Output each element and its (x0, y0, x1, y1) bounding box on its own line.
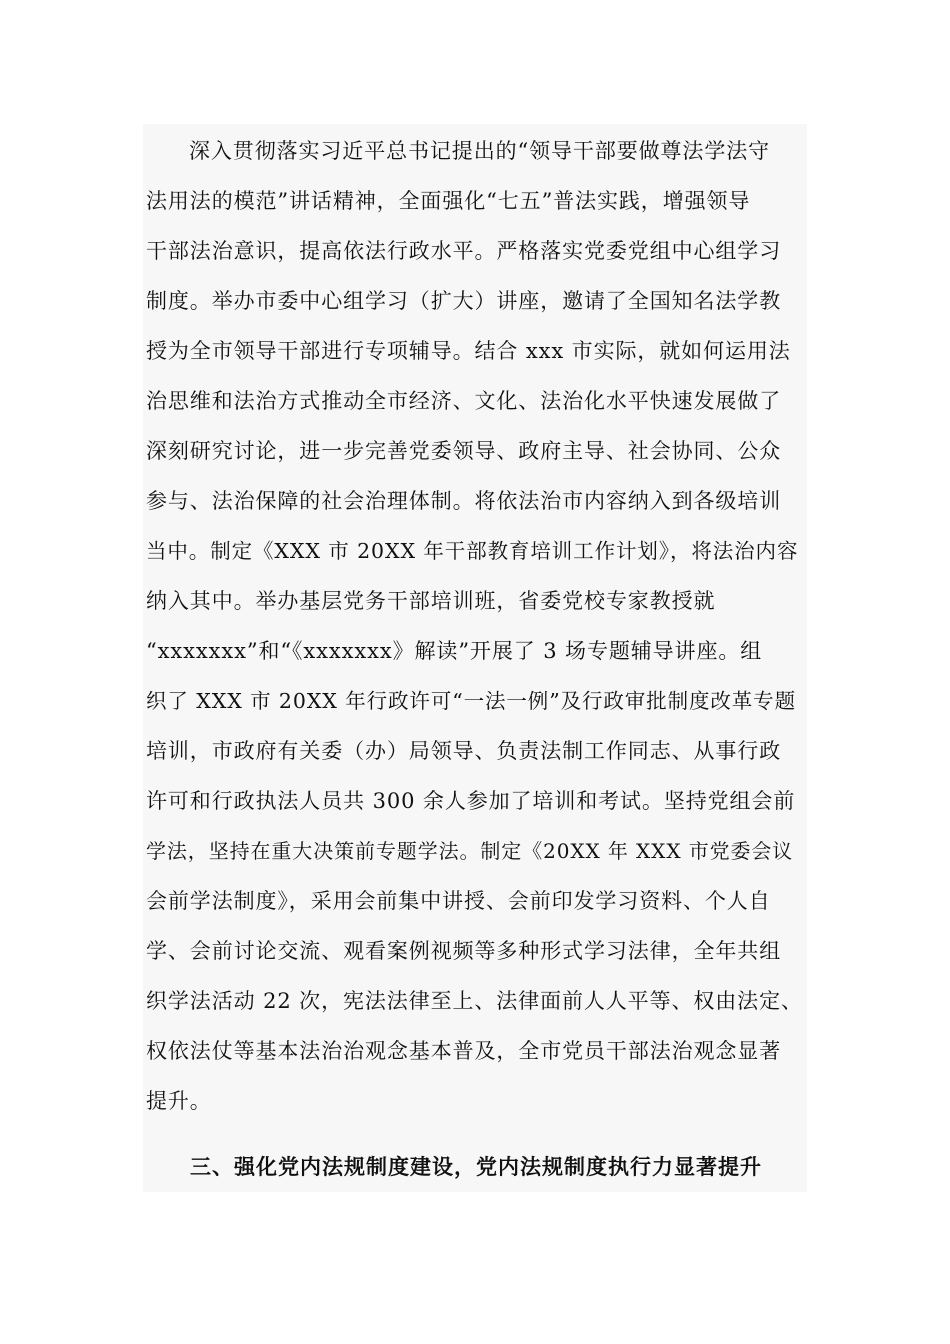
paragraph-line: 纳入其中。举办基层党务干部培训班，省委党校专家教授就 (146, 589, 716, 613)
paragraph-line: 织学法活动 22 次，宪法法律至上、法律面前人人平等、权由法定、 (146, 989, 803, 1013)
paragraph-line: 授为全市领导干部进行专项辅导。结合 xxx 市实际，就如何运用法 (146, 339, 791, 363)
paragraph-line: 制度。举办市委中心组学习（扩大）讲座，邀请了全国知名法学教 (146, 289, 782, 313)
paragraph-line: 许可和行政执法人员共 300 余人参加了培训和考试。坚持党组会前 (146, 789, 796, 813)
paragraph-line: 学法，坚持在重大决策前专题学法。制定《20XX 年 XXX 市党委会议 (146, 839, 794, 863)
paragraph-line: 法用法的模范”讲话精神，全面强化“七五”普法实践，增强领导 (146, 189, 751, 213)
text-block (143, 124, 807, 1192)
paragraph-line: 培训，市政府有关委（办）局领导、负责法制工作同志、从事行政 (146, 739, 782, 763)
paragraph-line: 权依法仗等基本法治治观念基本普及，全市党员干部法治观念显著 (146, 1039, 782, 1063)
paragraph-line: “xxxxxxx”和“《xxxxxxx》解读”开展了 3 场专题辅导讲座。组 (146, 639, 763, 663)
paragraph-line: 提升。 (146, 1089, 212, 1113)
paragraph-line: 深刻研究讨论，进一步完善党委领导、政府主导、社会协同、公众 (146, 439, 782, 463)
paragraph-line: 深入贯彻落实习近平总书记提出的“领导干部要做尊法学法守 (189, 139, 771, 163)
paragraph-line: 治思维和法治方式推动全市经济、文化、法治化水平快速发展做了 (146, 389, 782, 413)
paragraph-line: 织了 XXX 市 20XX 年行政许可“一法一例”及行政审批制度改革专题 (146, 689, 796, 713)
paragraph-line: 当中。制定《XXX 市 20XX 年干部教育培训工作计划》，将法治内容 (146, 539, 799, 563)
paragraph-line: 参与、法治保障的社会治理体制。将依法治市内容纳入到各级培训 (146, 489, 782, 513)
paragraph-line: 学、会前讨论交流、观看案例视频等多种形式学习法律，全年共组 (146, 939, 782, 963)
paragraph-line: 会前学法制度》，采用会前集中讲授、会前印发学习资料、个人自 (146, 889, 771, 913)
paragraph-line: 干部法治意识，提高依法行政水平。严格落实党委党组中心组学习 (146, 239, 782, 263)
section-heading: 三、强化党内法规制度建设，党内法规制度执行力显著提升 (190, 1155, 762, 1179)
